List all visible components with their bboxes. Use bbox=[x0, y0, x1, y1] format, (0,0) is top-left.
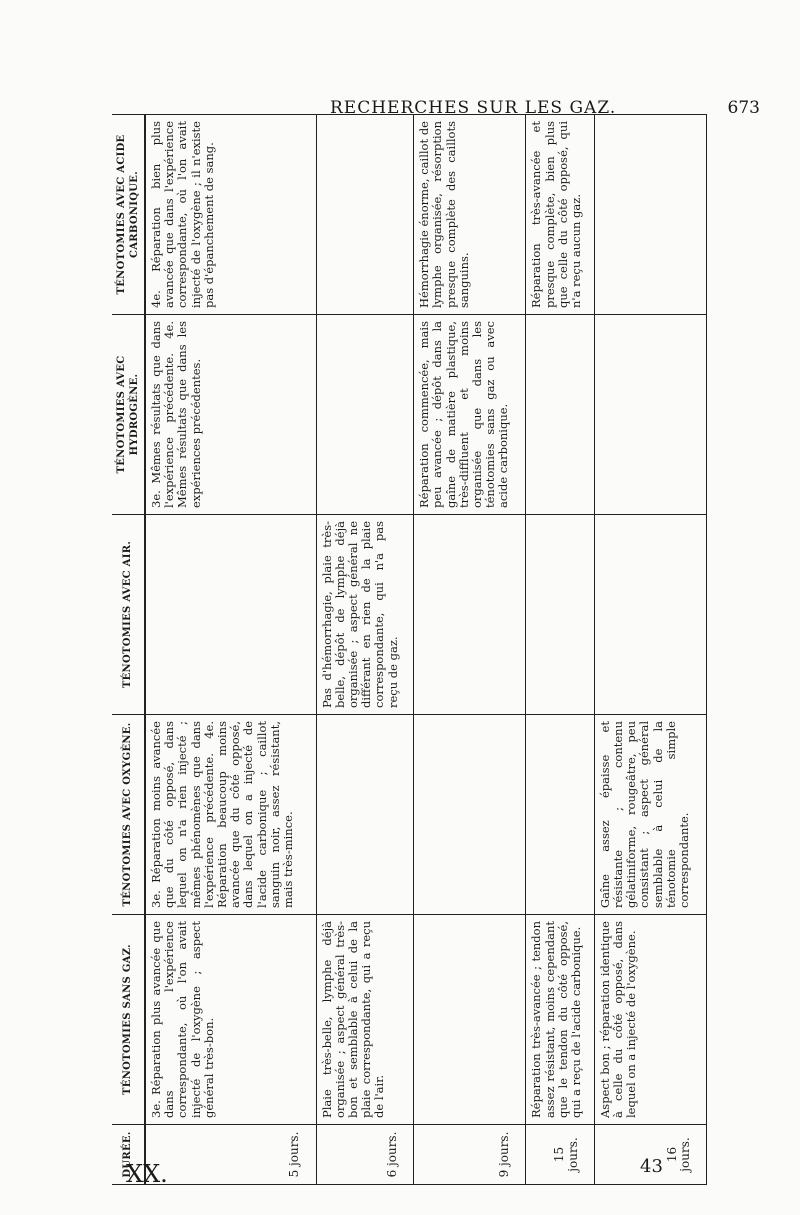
sans-gaz-cell: 3e. Réparation plus avancée que dans l'expérience correspondante, où l'on avait injecté de l'oxygène ; aspect général très-bon. bbox=[145, 915, 316, 1125]
oxygene-cell bbox=[414, 715, 526, 915]
table-row bbox=[414, 115, 526, 1185]
hydrogene-cell: 3e. Mêmes résultats que dans l'expérience précédente. 4e. Mêmes résultats que dans les expériences précédentes. bbox=[145, 315, 316, 515]
acide-cell: 4e. Réparation bien plus avancée que dans l'expérience correspondante, où l'on avait injecté de l'oxygène ; il n'existe pas d'épanchement de sang. bbox=[145, 115, 316, 315]
oxygene-cell: Gaîne assez épaisse et résistante ; contenu gélatiniforme, rougeâtre, peu consistant ; aspect général semblable à celui de la ténotomie simple correspondante. bbox=[594, 715, 706, 915]
duration-cell: 5 jours. bbox=[145, 1125, 316, 1185]
sheet-number: 43 bbox=[640, 1156, 663, 1177]
air-cell bbox=[145, 515, 316, 715]
table-row bbox=[316, 115, 414, 1185]
duration-cell: 16 jours. bbox=[594, 1125, 706, 1185]
col-header-oxygene: TÉNOTOMIES AVEC OXYGÈNE. bbox=[112, 715, 145, 915]
hydrogene-cell bbox=[526, 315, 594, 515]
duration-cell: 9 jours. bbox=[414, 1125, 526, 1185]
air-cell bbox=[526, 515, 594, 715]
running-head: RECHERCHES SUR LES GAZ. bbox=[330, 98, 617, 118]
table-header-row bbox=[112, 115, 145, 1185]
table-row bbox=[145, 115, 316, 1185]
signature-mark: XX. bbox=[126, 1160, 168, 1188]
acide-cell: Réparation très-avancée et presque complète, bien plus que celle du côté opposé, qui n'a reçu aucun gaz. bbox=[526, 115, 594, 315]
duration-cell: 6 jours. bbox=[316, 1125, 414, 1185]
air-cell bbox=[594, 515, 706, 715]
page-number: 673 bbox=[727, 98, 760, 118]
sans-gaz-cell: Aspect bon ; réparation identique à celle du côté opposé, dans lequel on a injecté de l'oxygène. bbox=[594, 915, 706, 1125]
duration-cell: 15 jours. bbox=[526, 1125, 594, 1185]
oxygene-cell bbox=[526, 715, 594, 915]
hydrogene-cell bbox=[594, 315, 706, 515]
rotated-table-container bbox=[112, 115, 707, 1185]
hydrogene-cell: Réparation commencée, mais peu avancée ; dépôt dans la gaîne de matière plastique, très-diffluent et moins organisée que dans les ténotomies sans gaz ou avec acide carbonique. bbox=[414, 315, 526, 515]
col-header-sans-gaz: TÉNOTOMIES SANS GAZ. bbox=[112, 915, 145, 1125]
sans-gaz-cell bbox=[414, 915, 526, 1125]
table-row bbox=[526, 115, 594, 1185]
table-row bbox=[594, 115, 706, 1185]
acide-cell: Hémorrhagie énorme, caillot de lymphe organisée, résorption presque complète des caillots sanguins. bbox=[414, 115, 526, 315]
air-cell bbox=[414, 515, 526, 715]
hydrogene-cell bbox=[316, 315, 414, 515]
sans-gaz-cell: Plaie très-belle, lymphe déjà organisée ; aspect général très-bon et semblable à celui de la plaie correspondante, qui a reçu de l'air. bbox=[316, 915, 414, 1125]
sans-gaz-cell: Réparation très-avancée ; tendon assez résistant, moins cependant que le tendon du côté opposé, qui a reçu de l'acide carbonique. bbox=[526, 915, 594, 1125]
col-header-duree: DURÉE. bbox=[112, 1125, 145, 1185]
results-table bbox=[112, 114, 707, 1185]
col-header-hydrogene: TÉNOTOMIES AVEC HYDROGÈNE. bbox=[112, 315, 145, 515]
oxygene-cell: 3e. Réparation moins avancée que du côté opposé, dans lequel on n'a rien injecté ; mêmes phénomènes que dans l'expérience précédente. 4e. Réparation beaucoup moins avancée que du côté opposé, dans lequel on a injecté de l'acide carbonique ; caillot sanguin noir, assez résistant, mais très-mince. bbox=[145, 715, 316, 915]
oxygene-cell bbox=[316, 715, 414, 915]
acide-cell bbox=[316, 115, 414, 315]
col-header-air: TÉNOTOMIES AVEC AIR. bbox=[112, 515, 145, 715]
col-header-acide-carbonique: TÉNOTOMIES AVEC ACIDE CARBONIQUE. bbox=[112, 115, 145, 315]
air-cell: Pas d'hémorrhagie, plaie très-belle, dépôt de lymphe déjà organisée ; aspect général ne différant en rien de la plaie correspondante, qui n'a pas reçu de gaz. bbox=[316, 515, 414, 715]
acide-cell bbox=[594, 115, 706, 315]
